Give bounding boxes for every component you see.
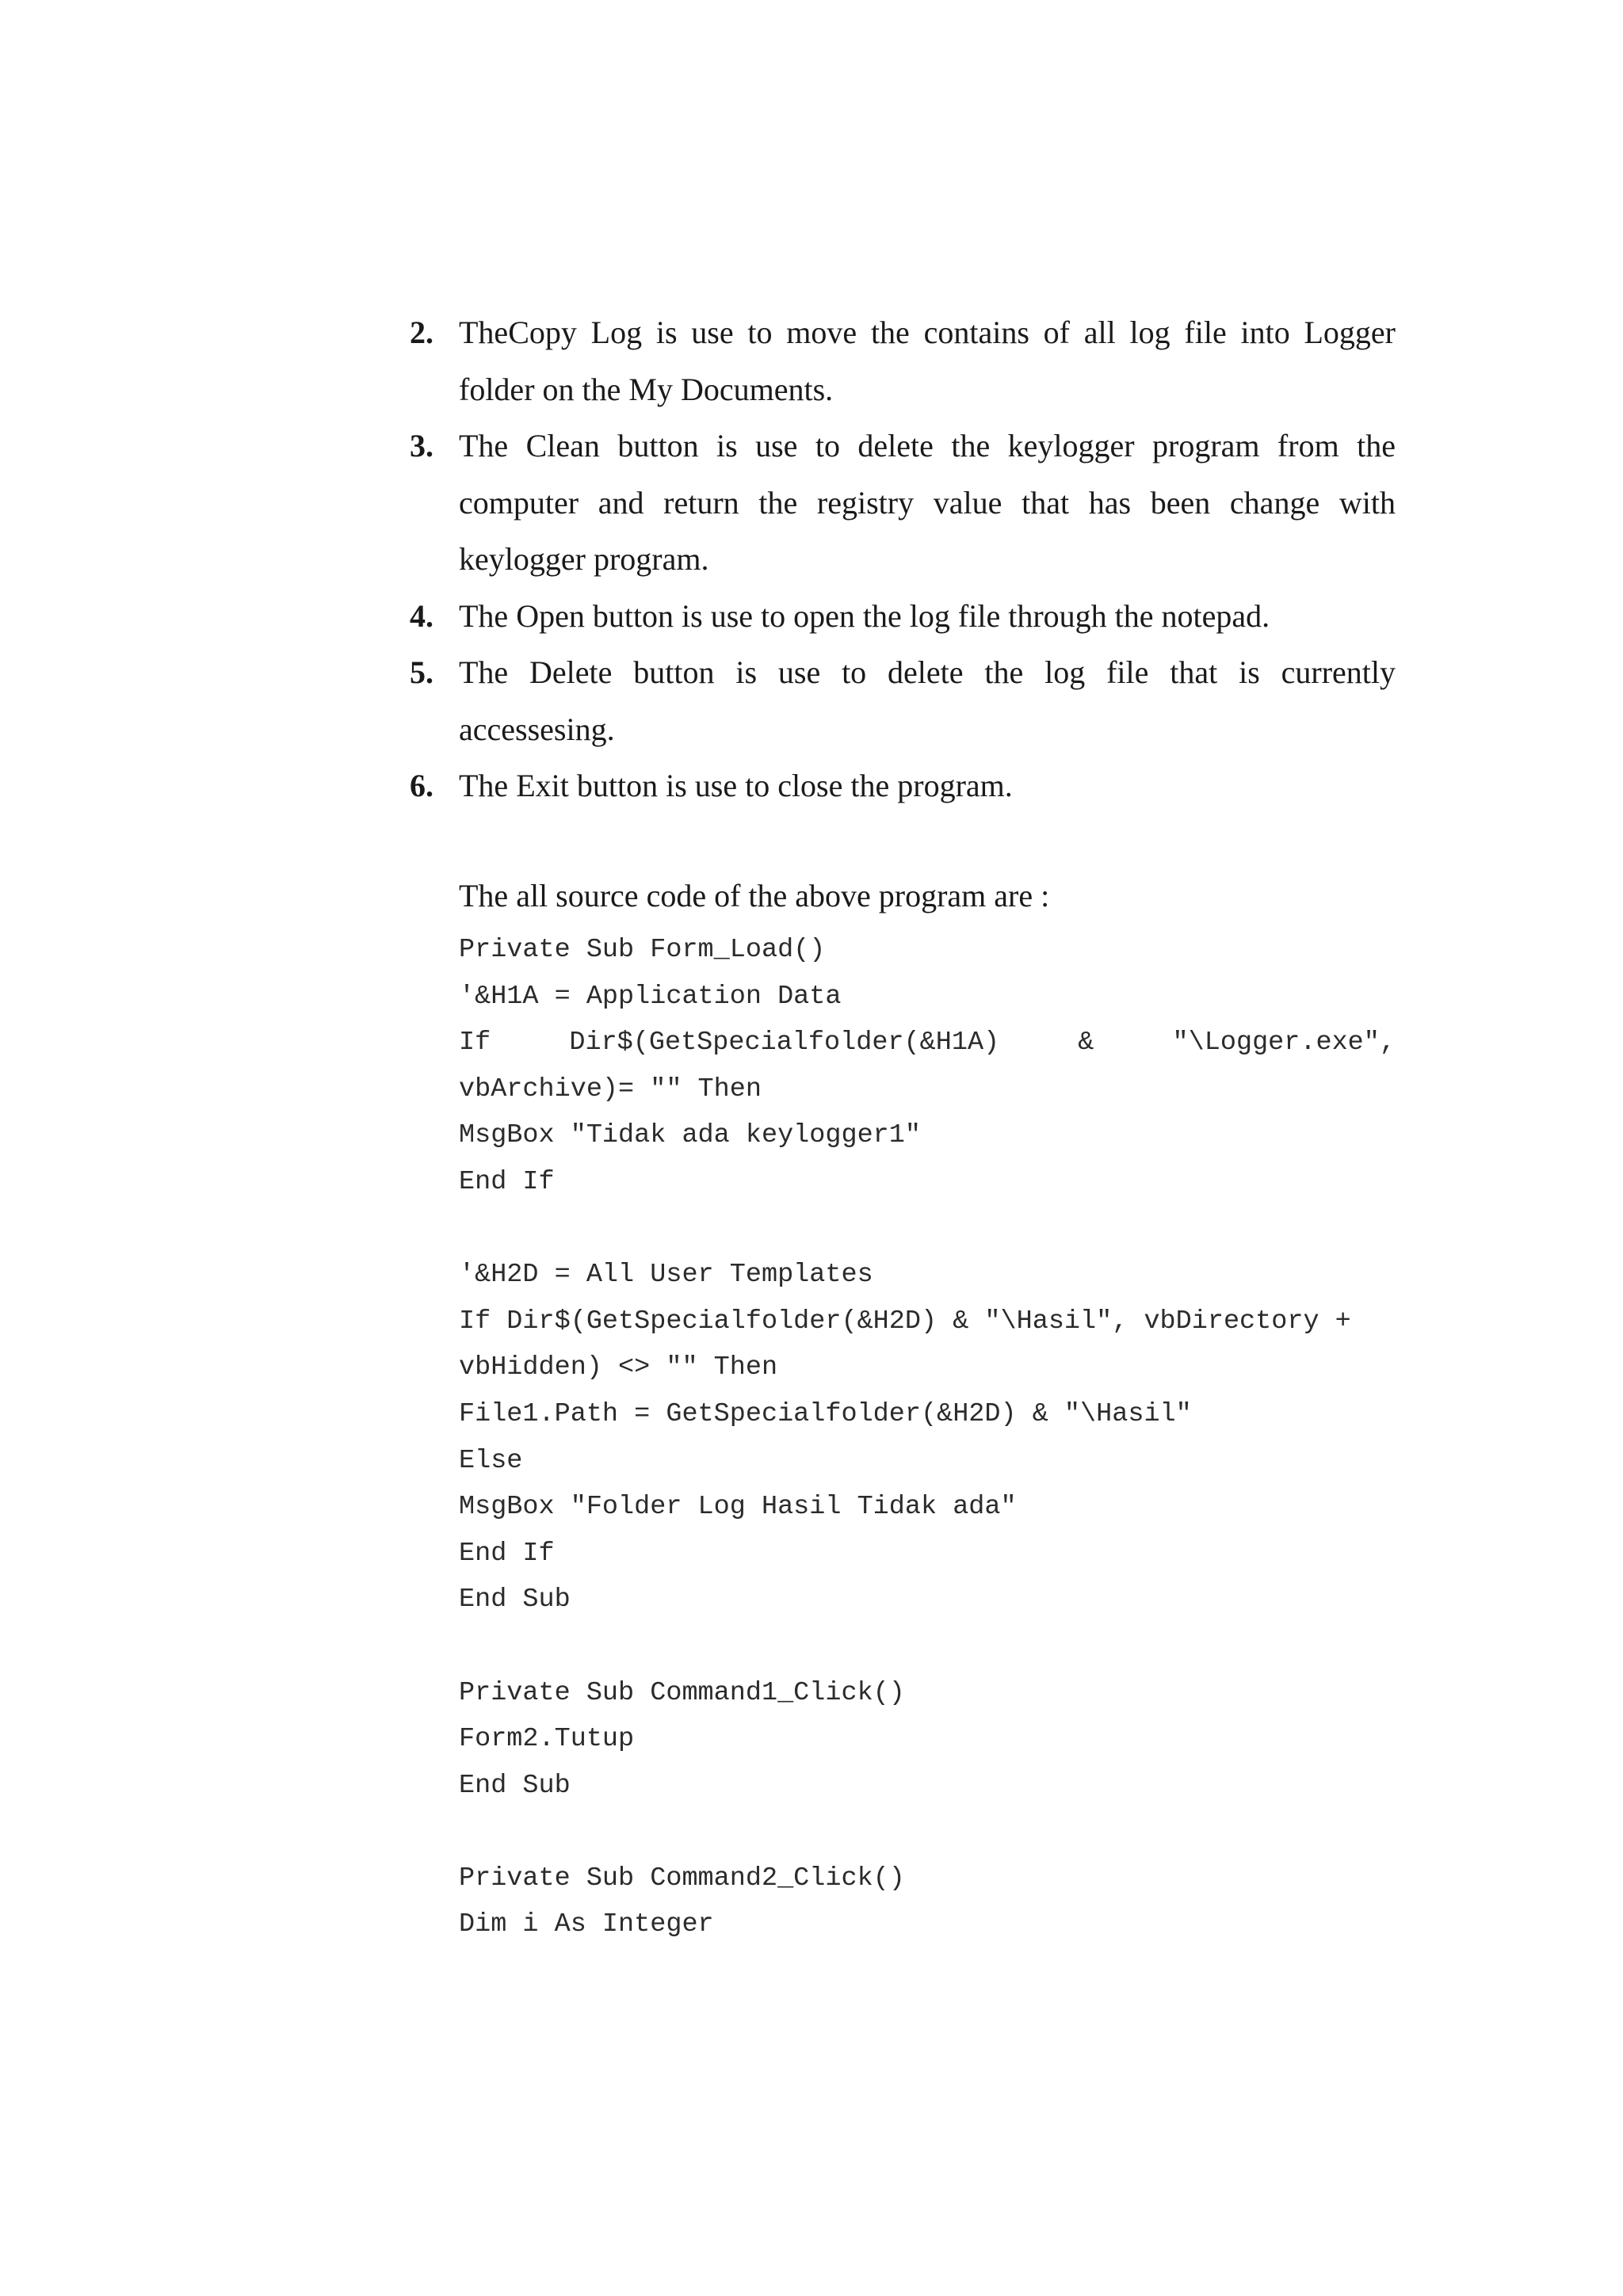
code-line: '&H2D = All User Templates [459, 1260, 873, 1291]
code-line: MsgBox "Folder Log Hasil Tidak ada" [459, 1492, 1017, 1523]
code-token: & [1078, 1028, 1094, 1058]
list-item-text: The Open button is use to open the log file through the notepad. [459, 597, 1270, 634]
list-item [410, 418, 1396, 588]
list-item-text: The Delete button is use to delete the log file that is currently accessesing. [459, 654, 1396, 747]
list-item-text: The Clean button is use to delete the keylogger program from the computer and return the registry value that has been change with keylogger program. [459, 428, 1396, 577]
list-item-text: The Exit button is use to close the program. [459, 768, 1013, 803]
code-line: Else [459, 1445, 523, 1476]
code-line: Private Sub Command2_Click() [459, 1863, 905, 1894]
source-code-intro: The all source code of the above program are : [459, 878, 1050, 913]
code-blank-line [459, 1623, 1396, 1670]
code-line: Form2.Tutup [459, 1724, 635, 1755]
list-item-text: TheCopy Log is use to move the contains of all log file into Logger folder on the My Documents. [459, 315, 1396, 407]
code-line: File1.Path = GetSpecialfolder(&H2D) & "\Hasil" [459, 1398, 1192, 1429]
code-line: vbHidden) <> "" Then [459, 1352, 778, 1383]
code-token: "\Logger.exe", [1172, 1028, 1396, 1058]
list-item-number: 2. [410, 315, 433, 350]
code-line: If Dir$(GetSpecialfolder(&H2D) & "\Hasil", vbDirectory + [459, 1306, 1351, 1337]
list-item-number: 5. [410, 654, 433, 690]
code-line: vbArchive)= "" Then [459, 1074, 762, 1104]
list-item-number: 6. [410, 768, 433, 803]
code-line: Dim i As Integer [459, 1909, 714, 1940]
list-item [410, 304, 1396, 418]
code-line: MsgBox "Tidak ada keylogger1" [459, 1120, 921, 1151]
code-line: End If [459, 1538, 555, 1569]
list-item-number: 4. [410, 597, 433, 634]
code-blank-line [459, 1809, 1396, 1855]
code-line: End Sub [459, 1585, 571, 1615]
numbered-list [410, 304, 1396, 814]
code-line: End If [459, 1166, 555, 1197]
code-token: If [459, 1028, 491, 1058]
code-line [459, 1020, 1396, 1066]
list-item [410, 757, 1396, 814]
code-blank-line [459, 1206, 1396, 1253]
list-item-number: 3. [410, 428, 433, 463]
list-item [410, 644, 1396, 757]
code-token: Dir$(GetSpecialfolder(&H1A) [569, 1028, 1000, 1058]
code-line: Private Sub Form_Load() [459, 935, 826, 965]
source-code-block [459, 927, 1396, 1948]
list-item [410, 588, 1396, 645]
code-line: Private Sub Command1_Click() [459, 1677, 905, 1708]
code-line: End Sub [459, 1770, 571, 1801]
code-line: '&H1A = Application Data [459, 981, 842, 1012]
